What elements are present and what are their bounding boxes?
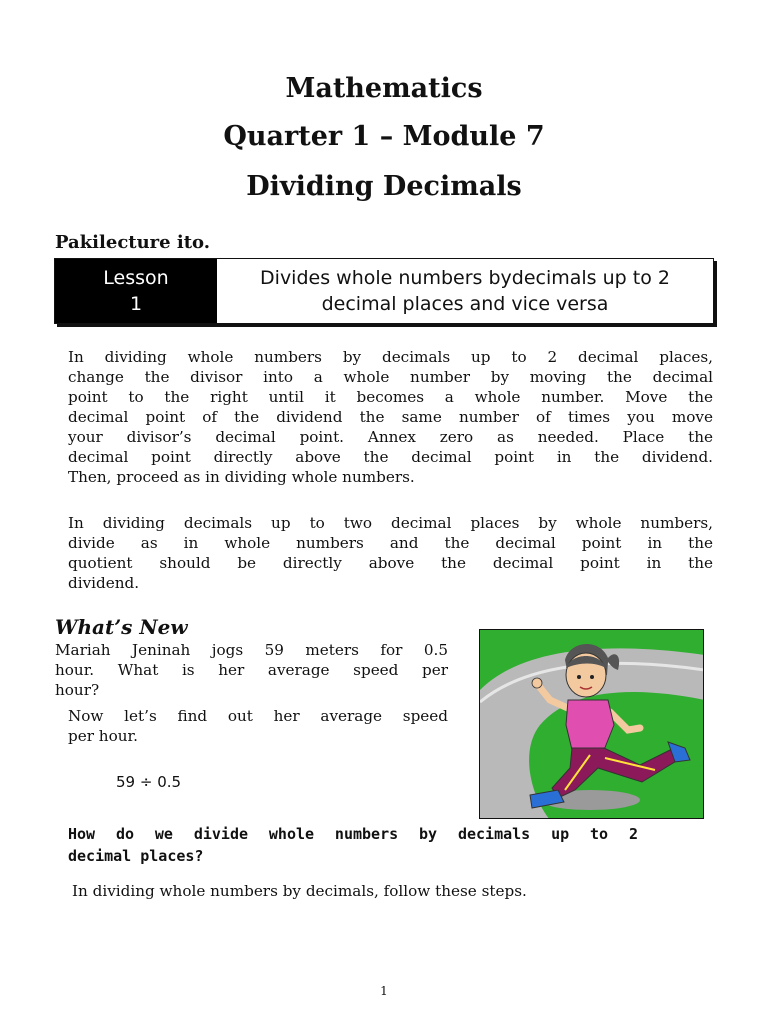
module-title: Quarter 1 – Module 7 [223,121,545,152]
paragraph-line: divide as in whole numbers and the decimal point in the [68,534,713,552]
topic-title: Dividing Decimals [246,171,522,202]
page-number: 1 [380,984,388,998]
paragraph-line: quotient should be directly above the decimal point in the [68,554,713,572]
guiding-question [68,823,638,867]
problem-line: hour? [55,681,100,699]
find-line: Now let’s find out her average speed [68,707,448,725]
lesson-desc-line: Divides whole numbers bydecimals up to 2 [260,267,670,289]
paragraph-line: In dividing decimals up to two decimal places by whole numbers, [68,514,713,532]
question-line: decimal places? [68,847,204,865]
question-line: How do we divide whole numbers by decimals up to 2 [68,825,638,843]
find-instruction [68,706,448,746]
explanation-paragraph-1 [68,347,713,487]
problem-line: hour. What is her average speed per [55,661,448,679]
whats-new-heading: What’s New [55,615,188,639]
paragraph-line: point to the right until it becomes a whole number. Move the [68,388,713,406]
paragraph-line: change the divisor into a whole number by moving the decimal [68,368,713,386]
paragraph-line: your divisor’s decimal point. Annex zero as needed. Place the [68,428,713,446]
find-line: per hour. [68,727,138,745]
jogging-girl-image [480,630,704,819]
paragraph-line: Then, proceed as in dividing whole numbers. [68,468,415,486]
steps-intro: In dividing whole numbers by decimals, follow these steps. [72,882,527,900]
paragraph-line: decimal point directly above the decimal point in the dividend. [68,448,713,466]
lesson-label [55,259,217,323]
paragraph-line: decimal point of the dividend the same number of times you move [68,408,713,426]
subject-title: Mathematics [285,73,483,104]
lesson-description [217,259,713,323]
lesson-banner [54,258,714,324]
paragraph-line: In dividing whole numbers by decimals up to 2 decimal places, [68,348,713,366]
instruction-text: Pakilecture ito. [55,232,210,253]
lesson-number: 1 [129,293,143,315]
division-expression: 59 ÷ 0.5 [116,773,182,791]
word-problem [55,640,448,700]
problem-line: Mariah Jeninah jogs 59 meters for 0.5 [55,641,448,659]
explanation-paragraph-2 [68,513,713,593]
paragraph-line: dividend. [68,574,140,592]
lesson-label-word: Lesson [103,267,169,289]
lesson-desc-line: decimal places and vice versa [321,293,609,315]
jogging-girl-illustration [479,629,704,819]
